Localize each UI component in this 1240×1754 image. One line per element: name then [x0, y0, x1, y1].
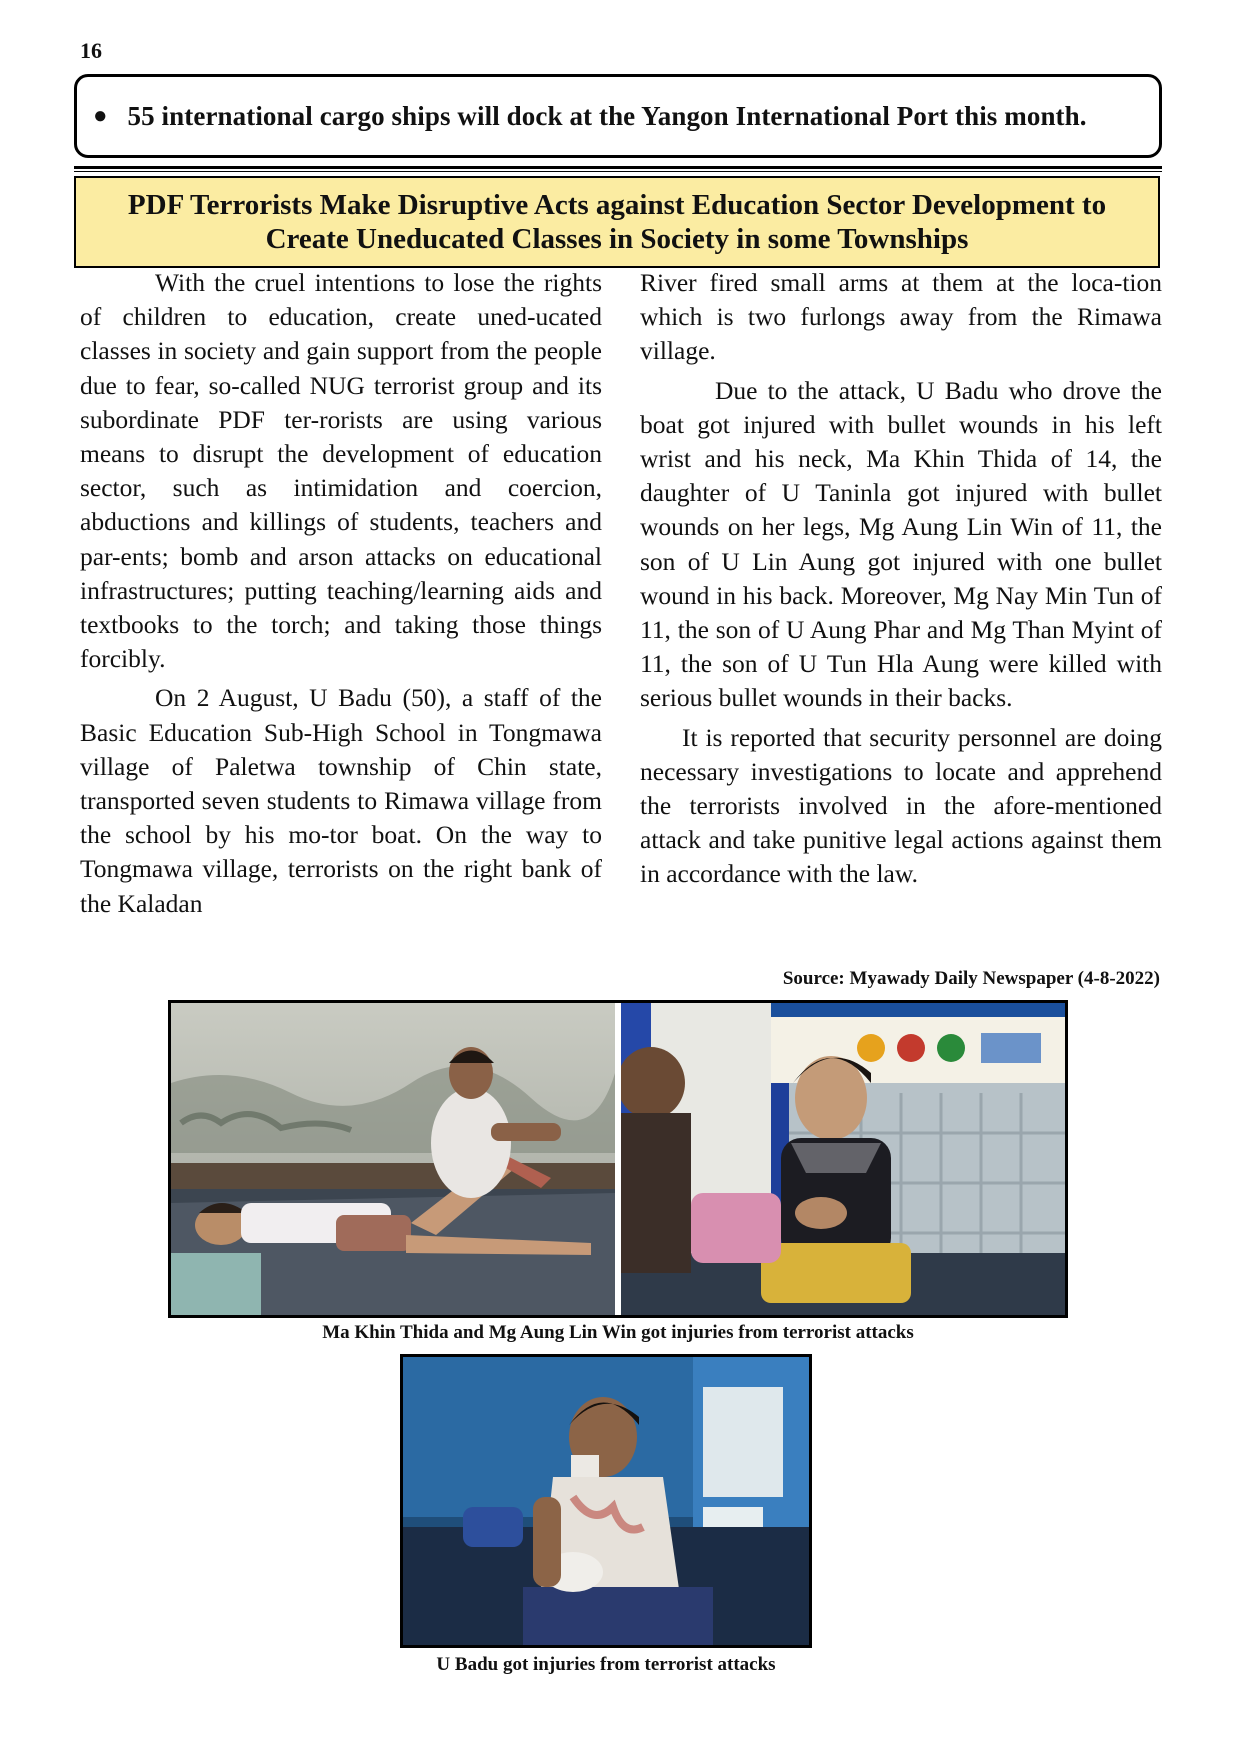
- article-paragraph: It is reported that security personnel are doing necessary investigations to locate and apprehend the terrorists involved in the afore-mentioned attack and take punitive legal actions against them in accordance with the law.: [640, 722, 1162, 889]
- article-paragraph: River fired small arms at them at the loca-tion which is two furlongs away from the Rimawa village.: [640, 268, 1162, 366]
- news-brief-box: [74, 74, 1162, 158]
- photo-injured-boy: [621, 1003, 1065, 1315]
- photo-caption-top: Ma Khin Thida and Mg Aung Lin Win got injuries from terrorist attacks: [322, 1322, 914, 1343]
- article-column-left: [80, 266, 602, 926]
- photo-injured-man: [400, 1354, 812, 1648]
- article-headline-box: [74, 176, 1160, 268]
- page-number: 16: [80, 38, 102, 63]
- photo-injured-girl: [171, 1003, 621, 1315]
- photo-row-top: [168, 1000, 1068, 1318]
- article-paragraph: Due to the attack, U Badu who drove the boat got injured with bullet wounds in his left wrist and his neck, Ma Khin Thida of 14, the daughter of U Taninla got injured with bullet wounds on her legs, Mg Aung Lin Win of 11, the son of U Lin Aung got injured with one bullet wound in his back. Moreover, Mg Nay Min Tun of 11, the son of U Aung Phar and Mg Than Myint of 11, the son of U Tun Hla Aung were killed with serious bullet wounds in their backs.: [640, 375, 1162, 713]
- bullet-icon: ●: [93, 103, 108, 129]
- article-source: Source: Myawady Daily Newspaper (4-8-2022): [782, 968, 1160, 989]
- section-divider: [74, 166, 1162, 172]
- article-headline: PDF Terrorists Make Disruptive Acts against Education Sector Development to Create Uneducated Classes in Society in some Townships: [127, 189, 1107, 255]
- article-paragraph: On 2 August, U Badu (50), a staff of the Basic Education Sub-High School in Tongmawa village of Paletwa township of Chin state, transported seven students to Rimawa village from the school by his mo-tor boat. On the way to Tongmawa village, terrorists on the right bank of the Kaladan: [80, 683, 602, 918]
- news-brief-text: 55 international cargo ships will dock at the Yangon International Port this month.: [127, 100, 1087, 131]
- photo-caption-bottom: U Badu got injuries from terrorist attacks: [436, 1654, 776, 1675]
- article-column-right: [640, 266, 1162, 897]
- article-paragraph: With the cruel intentions to lose the rights of children to education, create uned-ucated classes in society and gain support from the people due to fear, so-called NUG terrorist group and its subordinate PDF ter-rorists are using various means to disrupt the development of education sector, such as intimidation and coercion, abductions and killings of students, teachers and par-ents; bomb and arson attacks on educational infrastructures; putting teaching/learning aids and textbooks to the torch; and taking those things forcibly.: [80, 268, 602, 674]
